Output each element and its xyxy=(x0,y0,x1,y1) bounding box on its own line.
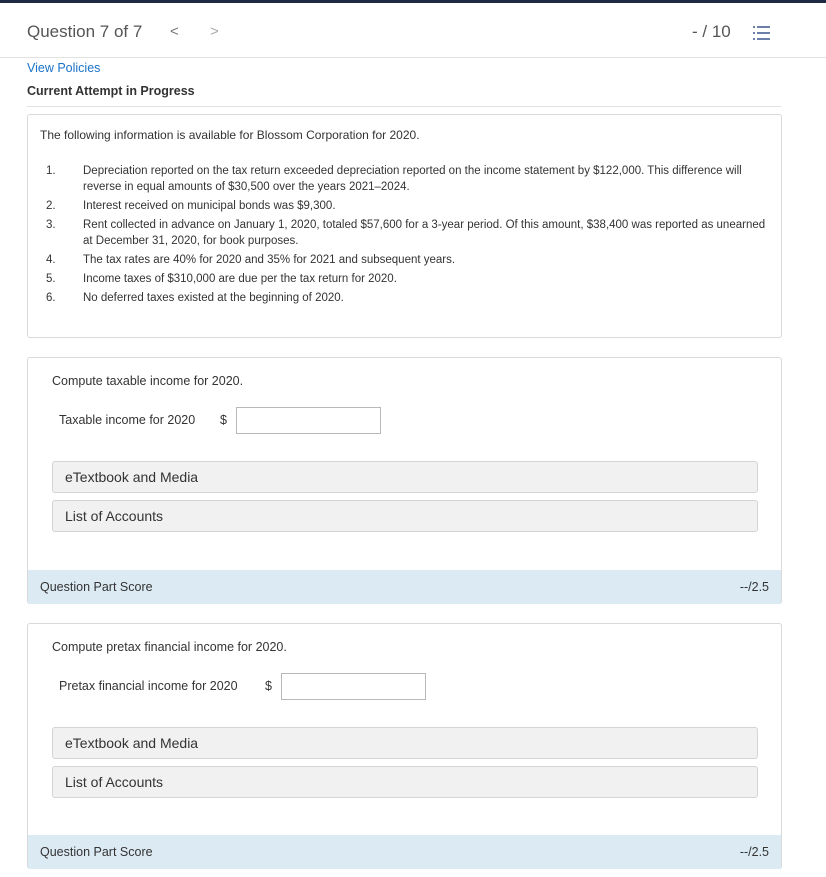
problem-information xyxy=(27,114,782,338)
question-part-score-bar xyxy=(28,835,781,869)
list-item: 6. No deferred taxes existed at the beginning of 2020. xyxy=(46,292,344,304)
taxable-income-label: Taxable income for 2020 xyxy=(59,413,196,427)
list-of-accounts-button[interactable]: List of Accounts xyxy=(52,500,758,532)
list-item: 3. Rent collected in advance on January 1, 2020, totaled $57,600 for a 3-year period. Of this amount, $38,400 was reported as unearned at December 31, 2020, for book purposes. xyxy=(46,219,766,247)
question-header xyxy=(0,3,826,58)
part-prompt: Compute pretax financial income for 2020. xyxy=(52,640,287,654)
attempt-divider xyxy=(27,106,781,107)
problem-intro: The following information is available for Blossom Corporation for 2020. xyxy=(40,128,420,142)
currency-symbol: $ xyxy=(265,679,272,693)
attempt-status: Current Attempt in Progress xyxy=(27,84,195,98)
taxable-income-input[interactable] xyxy=(236,407,381,434)
part-score-label: Question Part Score xyxy=(40,580,153,594)
view-policies-link[interactable]: View Policies xyxy=(27,61,101,75)
pretax-income-input[interactable] xyxy=(281,673,426,700)
question-score: - / 10 xyxy=(692,22,731,41)
question-part-pretax-income xyxy=(27,623,782,869)
chevron-right-icon[interactable]: > xyxy=(210,23,219,40)
problem-facts-list xyxy=(40,163,770,309)
question-part-score-bar xyxy=(28,570,781,604)
pretax-income-label: Pretax financial income for 2020 xyxy=(59,679,238,693)
list-item: 4. The tax rates are 40% for 2020 and 35% for 2021 and subsequent years. xyxy=(46,254,456,266)
list-of-accounts-button[interactable]: List of Accounts xyxy=(52,766,758,798)
part-score-label: Question Part Score xyxy=(40,845,153,859)
list-item: 2. Interest received on municipal bonds was $9,300. xyxy=(46,200,336,212)
part-prompt: Compute taxable income for 2020. xyxy=(52,374,244,388)
etextbook-media-button[interactable]: eTextbook and Media xyxy=(52,727,758,759)
list-icon[interactable] xyxy=(753,25,770,41)
question-counter: Question 7 of 7 xyxy=(27,22,143,41)
part-score-value: --/2.5 xyxy=(739,845,769,859)
etextbook-media-button[interactable]: eTextbook and Media xyxy=(52,461,758,493)
currency-symbol: $ xyxy=(220,413,227,427)
question-part-taxable-income xyxy=(27,357,782,604)
list-item: 5. Income taxes of $310,000 are due per the tax return for 2020. xyxy=(46,273,397,285)
header-divider xyxy=(0,57,826,58)
chevron-left-icon[interactable]: < xyxy=(170,23,179,40)
part-score-value: --/2.5 xyxy=(739,580,769,594)
list-item: 1. Depreciation reported on the tax return exceeded depreciation reported on the income statement by $122,000. This difference will reverse in equal amounts of $30,500 over the years 2021–2024. xyxy=(46,165,742,193)
